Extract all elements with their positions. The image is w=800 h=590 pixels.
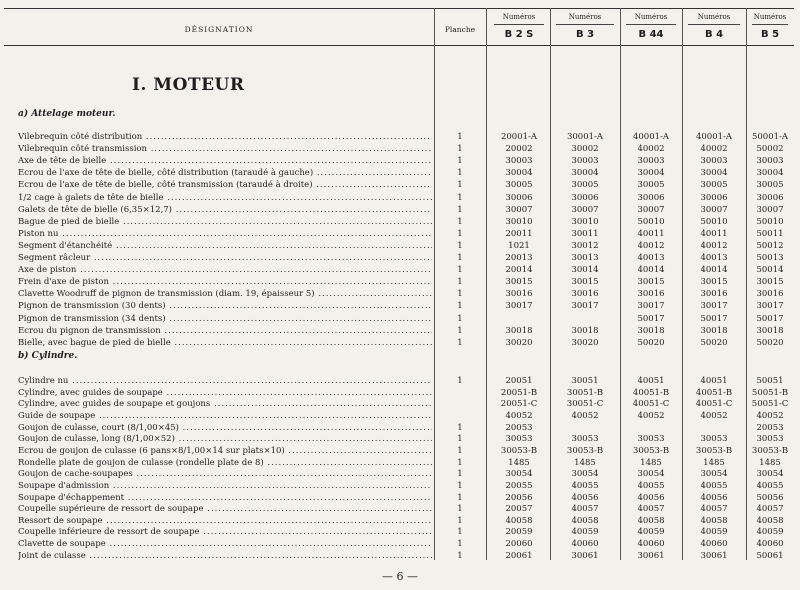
- part-number: 30004: [756, 168, 784, 179]
- table-row: [4, 193, 794, 204]
- part-number: 40058: [756, 515, 784, 526]
- part-number: 1021: [508, 240, 530, 251]
- part-planche: 1: [457, 504, 463, 515]
- part-number: 40056: [637, 492, 665, 503]
- part-number: 40012: [637, 240, 665, 251]
- part-number: 50020: [637, 337, 665, 348]
- part-designation: Ecrou de goujon de culasse (6 pans×8/1,00×14 sur plats×10) .....: [18, 446, 432, 457]
- part-planche: 1: [457, 240, 463, 251]
- table-row: [4, 539, 794, 550]
- part-number: 30051-B: [566, 387, 604, 398]
- header-col-b44: [620, 9, 682, 45]
- table-row: [4, 217, 794, 228]
- part-number: 30061: [571, 550, 599, 561]
- part-number: 30006: [637, 192, 665, 203]
- part-designation: Axe de tête de bielle .....: [18, 156, 432, 167]
- part-number: 40056: [700, 492, 728, 503]
- part-number: 40051-C: [695, 399, 733, 410]
- table-row: [4, 144, 794, 155]
- part-number: 40002: [637, 144, 665, 155]
- part-number: 30054: [756, 469, 784, 480]
- part-number: 30018: [637, 325, 665, 336]
- part-designation: Coupelle inférieure de ressort de soupape .....: [18, 527, 432, 538]
- part-planche: 1: [457, 550, 463, 561]
- part-planche: 1: [457, 277, 463, 288]
- subsection-title: b) Cylindre.: [18, 351, 78, 361]
- part-number: 40059: [637, 527, 665, 538]
- table-row: [4, 493, 794, 504]
- part-planche: 1: [457, 156, 463, 167]
- part-number: 40055: [700, 480, 728, 491]
- part-number: 30011: [571, 228, 599, 239]
- part-designation: Rondelle plate de goujon de culasse (rondelle plate de 8) .....: [18, 458, 432, 469]
- header-col-label: Numéros: [502, 13, 536, 21]
- header-col-model: B 4: [704, 29, 724, 40]
- part-number: 20055: [505, 480, 533, 491]
- part-planche: 1: [457, 527, 463, 538]
- part-number: 20051-C: [500, 399, 538, 410]
- part-number: 1485: [508, 457, 530, 468]
- part-number: 20061: [505, 550, 533, 561]
- table-row: [4, 289, 794, 300]
- part-designation: Piston nu .....: [18, 229, 432, 240]
- part-number: 20060: [505, 539, 533, 550]
- part-number: 40059: [756, 527, 784, 538]
- part-designation: Goujon de culasse, court (8/1,00×45) .....: [18, 423, 432, 434]
- part-designation: Soupape d'échappement .....: [18, 493, 432, 504]
- part-number: 20053: [505, 422, 533, 433]
- part-number: 30005: [637, 180, 665, 191]
- part-number: 20001-A: [500, 132, 538, 142]
- part-number: 40059: [571, 527, 599, 538]
- part-number: 30051-C: [566, 399, 604, 410]
- part-number: 40002: [700, 144, 728, 155]
- part-number: 20059: [505, 527, 533, 538]
- part-number: 50020: [700, 337, 728, 348]
- part-planche: 1: [457, 204, 463, 215]
- part-number: 30053: [637, 434, 665, 445]
- table-row: [4, 458, 794, 469]
- part-designation: Vilebrequin côté transmission .....: [18, 144, 432, 155]
- part-planche: 1: [457, 434, 463, 445]
- part-planche: 1: [457, 180, 463, 191]
- part-number: 30018: [700, 325, 728, 336]
- table-row: [4, 314, 794, 325]
- part-planche: 1: [457, 313, 463, 324]
- table-row: [4, 168, 794, 179]
- table-row: [4, 423, 794, 434]
- part-number: 30018: [756, 325, 784, 336]
- table-row: [4, 434, 794, 445]
- table-row: [4, 469, 794, 480]
- part-number: 1485: [574, 457, 596, 468]
- part-planche: 1: [457, 515, 463, 526]
- catalog-page: [4, 8, 794, 560]
- table-row: [4, 411, 794, 422]
- table-row: [4, 301, 794, 312]
- header-col-model: B 5: [760, 29, 780, 40]
- part-number: 40052: [756, 410, 784, 421]
- part-designation: Cylindre, avec guides de soupape .....: [18, 388, 432, 399]
- part-number: 1485: [759, 457, 781, 468]
- part-number: 50013: [756, 253, 784, 263]
- table-row: [4, 180, 794, 191]
- part-number: 30016: [756, 289, 784, 300]
- part-number: 50002: [756, 144, 784, 155]
- table-row: [4, 205, 794, 216]
- part-number: 30016: [505, 289, 533, 300]
- table-row: [4, 338, 794, 349]
- part-number: 40059: [700, 527, 728, 538]
- part-number: 40055: [756, 480, 784, 491]
- header-col-b3: [550, 9, 620, 45]
- part-number: 40013: [637, 253, 665, 263]
- part-number: 50011: [756, 228, 784, 239]
- header-designation: DÉSIGNATION: [184, 25, 254, 34]
- part-number: 40011: [700, 228, 728, 239]
- part-number: 40058: [505, 515, 533, 526]
- part-designation: Axe de piston .....: [18, 265, 432, 276]
- part-number: 40014: [637, 265, 665, 276]
- part-number: 30007: [505, 204, 533, 215]
- part-designation: Segment râcleur .....: [18, 253, 432, 264]
- part-number: 40051-B: [632, 387, 670, 398]
- header-col-b2s: [488, 9, 550, 45]
- part-number: 30053-B: [632, 445, 670, 456]
- part-number: 40055: [571, 480, 599, 491]
- part-number: 30007: [637, 204, 665, 215]
- part-number: 30010: [571, 216, 599, 227]
- part-number: 30054: [637, 469, 665, 480]
- part-number: 40052: [571, 410, 599, 421]
- part-planche: 1: [457, 253, 463, 263]
- part-designation: Ecrou de l'axe de tête de bielle, côté transmission (taraudé à droite) .....: [18, 180, 432, 191]
- part-number: 40057: [571, 504, 599, 515]
- part-planche: 1: [457, 376, 463, 386]
- table-row: [4, 229, 794, 240]
- part-number: 40060: [571, 539, 599, 550]
- part-planche: 1: [457, 337, 463, 348]
- part-number: 20057: [505, 504, 533, 515]
- part-number: 30004: [505, 168, 533, 179]
- part-number: 40051: [637, 376, 665, 386]
- table-row: [4, 265, 794, 276]
- header-col-b5: [746, 9, 794, 45]
- part-designation: Ecrou du pignon de transmission .....: [18, 326, 432, 337]
- part-number: 30004: [700, 168, 728, 179]
- part-number: 30015: [505, 277, 533, 288]
- part-planche: 1: [457, 422, 463, 433]
- table-row: [4, 446, 794, 457]
- part-designation: Bague de pied de bielle .....: [18, 217, 432, 228]
- table-row: [4, 277, 794, 288]
- header-col-label: Numéros: [753, 13, 787, 21]
- part-number: 20013: [505, 253, 533, 263]
- part-number: 40058: [571, 515, 599, 526]
- part-number: 50001-A: [751, 132, 789, 142]
- part-number: 40052: [505, 410, 533, 421]
- part-number: 40013: [700, 253, 728, 263]
- part-number: 50056: [756, 492, 784, 503]
- part-number: 30007: [756, 204, 784, 215]
- part-number: 30053: [505, 434, 533, 445]
- part-designation: Ressort de soupape .....: [18, 516, 432, 527]
- part-number: 30015: [756, 277, 784, 288]
- header-col-label: Numéros: [697, 13, 731, 21]
- part-number: 30054: [571, 469, 599, 480]
- part-number: 30015: [637, 277, 665, 288]
- part-number: 30017: [756, 301, 784, 312]
- header-planche: Planche: [444, 25, 476, 34]
- table-row: [4, 527, 794, 538]
- part-number: 30006: [505, 192, 533, 203]
- part-number: 30005: [571, 180, 599, 191]
- part-designation: Galets de tête de bielle (6,35×12,7) .....: [18, 205, 432, 216]
- part-designation: Soupape d'admission .....: [18, 481, 432, 492]
- part-number: 30015: [700, 277, 728, 288]
- part-number: 40052: [700, 410, 728, 421]
- part-number: 30054: [700, 469, 728, 480]
- part-number: 30007: [700, 204, 728, 215]
- table-row: [4, 376, 794, 387]
- part-number: 50010: [756, 216, 784, 227]
- part-number: 40001-A: [632, 132, 670, 142]
- part-number: 30002: [571, 144, 599, 155]
- part-planche: 1: [457, 492, 463, 503]
- part-number: 40058: [637, 515, 665, 526]
- part-number: 40001-A: [695, 132, 733, 142]
- part-number: 50014: [756, 265, 784, 276]
- part-number: 30018: [505, 325, 533, 336]
- part-number: 30001-A: [566, 132, 604, 142]
- part-planche: 1: [457, 228, 463, 239]
- part-number: 30016: [571, 289, 599, 300]
- part-number: 30017: [700, 301, 728, 312]
- table-row: [4, 388, 794, 399]
- part-number: 50051-C: [751, 399, 789, 410]
- part-number: 40011: [637, 228, 665, 239]
- part-number: 30003: [637, 156, 665, 167]
- part-planche: 1: [457, 325, 463, 336]
- part-number: 30006: [756, 192, 784, 203]
- part-number: 30017: [571, 301, 599, 312]
- part-number: 30053: [756, 434, 784, 445]
- part-number: 20014: [505, 265, 533, 276]
- part-number: 30003: [571, 156, 599, 167]
- part-planche: 1: [457, 301, 463, 312]
- part-number: 40014: [700, 265, 728, 276]
- part-number: 20002: [505, 144, 533, 155]
- part-number: 50017: [700, 313, 728, 324]
- part-number: 30004: [637, 168, 665, 179]
- part-planche: 1: [457, 457, 463, 468]
- part-planche: 1: [457, 192, 463, 203]
- part-planche: 1: [457, 216, 463, 227]
- part-number: 30003: [700, 156, 728, 167]
- part-number: 1485: [703, 457, 725, 468]
- part-number: 30010: [505, 216, 533, 227]
- part-number: 50051-B: [751, 387, 789, 398]
- part-designation: Clavette de soupape .....: [18, 539, 432, 550]
- part-number: 30016: [637, 289, 665, 300]
- part-designation: Bielle, avec bague de pied de bielle .....: [18, 338, 432, 349]
- part-number: 30061: [637, 550, 665, 561]
- part-designation: Clavette Woodruff de pignon de transmission (diam. 19, épaisseur 5) .....: [18, 289, 432, 300]
- part-number: 20051-B: [500, 387, 538, 398]
- part-number: 50012: [756, 240, 784, 251]
- part-number: 30020: [505, 337, 533, 348]
- part-number: 30053-B: [500, 445, 538, 456]
- part-number: 20051: [505, 376, 533, 386]
- part-number: 50061: [756, 550, 784, 561]
- part-number: 40051-B: [695, 387, 733, 398]
- part-number: 40052: [637, 410, 665, 421]
- part-planche: 1: [457, 289, 463, 300]
- table-row: [4, 399, 794, 410]
- part-number: 30053: [700, 434, 728, 445]
- part-number: 40057: [700, 504, 728, 515]
- table-row: [4, 326, 794, 337]
- part-number: 30005: [756, 180, 784, 191]
- part-number: 40057: [637, 504, 665, 515]
- part-designation: Goujon de culasse, long (8/1,00×52) .....: [18, 434, 432, 445]
- table-row: [4, 132, 794, 143]
- part-number: 50017: [756, 313, 784, 324]
- part-planche: 1: [457, 132, 463, 142]
- part-number: 50010: [700, 216, 728, 227]
- page-number: — 6 —: [382, 570, 418, 583]
- part-designation: Coupelle supérieure de ressort de soupape .....: [18, 504, 432, 515]
- part-designation: Cylindre, avec guides de soupape et goujons .....: [18, 399, 432, 410]
- part-designation: Guide de soupape .....: [18, 411, 432, 422]
- part-designation: 1/2 cage à galets de tête de bielle .....: [18, 193, 432, 204]
- part-number: 20056: [505, 492, 533, 503]
- part-number: 30053-B: [695, 445, 733, 456]
- part-number: 30006: [700, 192, 728, 203]
- part-number: 30005: [700, 180, 728, 191]
- part-planche: 1: [457, 144, 463, 155]
- part-number: 40057: [756, 504, 784, 515]
- part-number: 20011: [505, 228, 533, 239]
- part-planche: 1: [457, 168, 463, 179]
- table-row: [4, 504, 794, 515]
- table-row: [4, 551, 794, 562]
- part-planche: 1: [457, 469, 463, 480]
- part-planche: 1: [457, 539, 463, 550]
- part-number: 30051: [571, 376, 599, 386]
- part-designation: Vilebrequin côté distribution .....: [18, 132, 432, 143]
- part-number: 30053-B: [751, 445, 789, 456]
- header-col-label: Numéros: [568, 13, 602, 21]
- section-title: I. MOTEUR: [132, 75, 245, 95]
- header-col-b4: [682, 9, 746, 45]
- part-designation: Goujon de cache-soupapes .....: [18, 469, 432, 480]
- part-number: 40060: [756, 539, 784, 550]
- table-header: [4, 8, 794, 46]
- part-planche: 1: [457, 265, 463, 276]
- part-number: 30017: [637, 301, 665, 312]
- part-number: 50010: [637, 216, 665, 227]
- part-number: 30061: [700, 550, 728, 561]
- part-designation: Ecrou de l'axe de tête de bielle, côté distribution (taraudé à gauche) .....: [18, 168, 432, 179]
- part-number: 40056: [571, 492, 599, 503]
- part-number: 50051: [756, 376, 784, 386]
- part-number: 1485: [640, 457, 662, 468]
- part-number: 30014: [571, 265, 599, 276]
- part-number: 30053-B: [566, 445, 604, 456]
- part-number: 30013: [571, 253, 599, 263]
- part-designation: Joint de culasse .....: [18, 551, 432, 562]
- part-number: 30003: [756, 156, 784, 167]
- part-number: 30053: [571, 434, 599, 445]
- part-number: 50020: [756, 337, 784, 348]
- part-number: 20053: [756, 422, 784, 433]
- part-designation: Segment d'étanchéité .....: [18, 241, 432, 252]
- part-designation: Frein d'axe de piston .....: [18, 277, 432, 288]
- table-row: [4, 253, 794, 264]
- part-number: 30004: [571, 168, 599, 179]
- part-planche: 1: [457, 480, 463, 491]
- part-number: 30007: [571, 204, 599, 215]
- table-row: [4, 156, 794, 167]
- part-number: 30054: [505, 469, 533, 480]
- part-number: 50017: [637, 313, 665, 324]
- part-planche: 1: [457, 445, 463, 456]
- part-designation: Cylindre nu .....: [18, 376, 432, 387]
- part-designation: Pignon de transmission (34 dents) .....: [18, 314, 432, 325]
- part-number: 30012: [571, 240, 599, 251]
- part-number: 30005: [505, 180, 533, 191]
- part-number: 40060: [637, 539, 665, 550]
- subsection-title: a) Attelage moteur.: [18, 109, 116, 119]
- part-number: 30006: [571, 192, 599, 203]
- part-number: 40012: [700, 240, 728, 251]
- header-col-model: B 2 S: [504, 29, 534, 40]
- header-col-label: Numéros: [634, 13, 668, 21]
- part-number: 40055: [637, 480, 665, 491]
- part-number: 30020: [571, 337, 599, 348]
- part-number: 40060: [700, 539, 728, 550]
- part-number: 40058: [700, 515, 728, 526]
- part-number: 30003: [505, 156, 533, 167]
- header-col-model: B 3: [575, 29, 595, 40]
- part-number: 30016: [700, 289, 728, 300]
- part-number: 40051-C: [632, 399, 670, 410]
- part-number: 30018: [571, 325, 599, 336]
- table-row: [4, 481, 794, 492]
- part-number: 30017: [505, 301, 533, 312]
- part-number: 30015: [571, 277, 599, 288]
- header-col-model: B 44: [638, 29, 664, 40]
- part-number: 40051: [700, 376, 728, 386]
- table-row: [4, 516, 794, 527]
- table-row: [4, 241, 794, 252]
- part-designation: Pignon de transmission (30 dents) .....: [18, 301, 432, 312]
